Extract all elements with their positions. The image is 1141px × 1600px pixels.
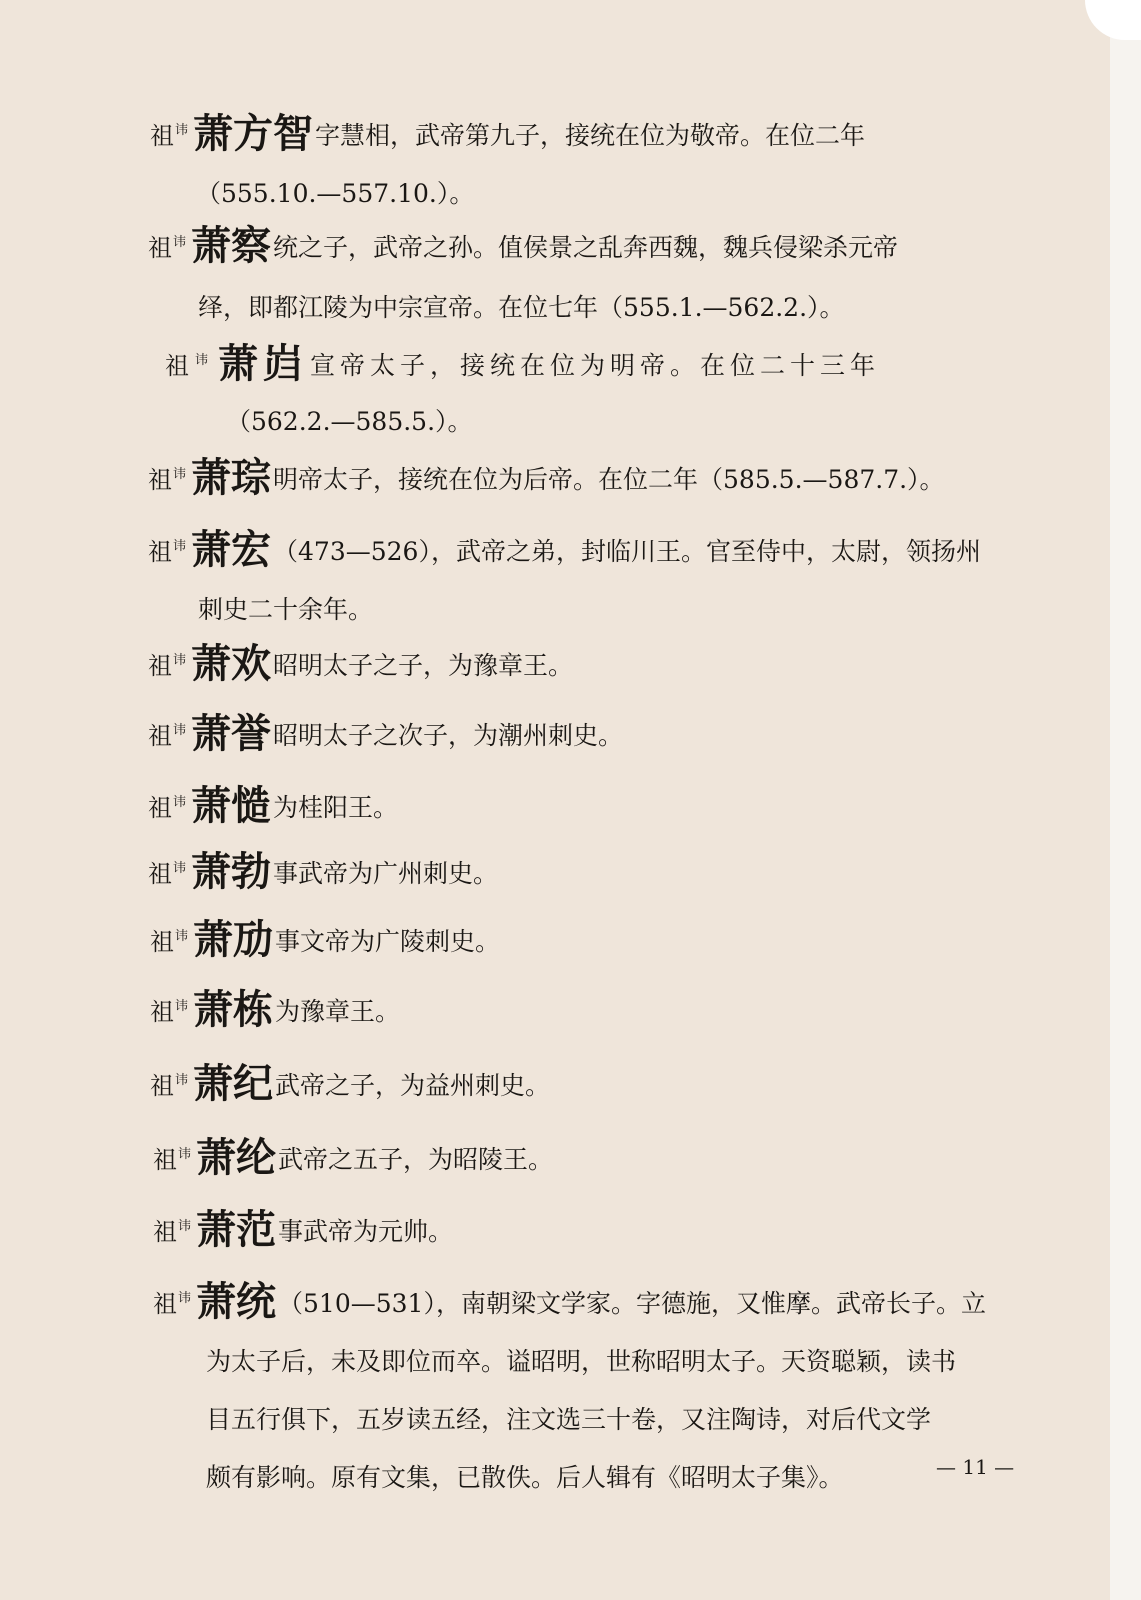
page-edge	[1110, 0, 1141, 1600]
taboo-mark: 讳	[175, 1073, 189, 1088]
person-name: 萧誉	[191, 710, 272, 757]
person-name: 萧察	[191, 222, 272, 269]
entry-line: 目五行俱下，五岁读五经，注文选三十卷，又注陶诗，对后代文学	[206, 1405, 932, 1434]
taboo-mark: 讳	[173, 653, 187, 668]
taboo-mark: 讳	[178, 1147, 192, 1162]
taboo-mark: 讳	[173, 467, 187, 482]
entry-line	[148, 526, 981, 577]
entry-text: 字慧相，武帝第九子，接统在位为敬帝。在位二年	[315, 121, 866, 150]
entry-text: 武帝之子，为益州刺史。	[275, 1071, 551, 1100]
entry-line	[148, 710, 624, 761]
page-number: — 11 —	[936, 1455, 1015, 1479]
entry-text: 明帝太子，接统在位为后帝。在位二年（585.5.—587.7.）。	[273, 465, 945, 494]
taboo-mark: 讳	[175, 929, 189, 944]
taboo-mark: 讳	[178, 1219, 192, 1234]
entry-text: 事文帝为广陵刺史。	[275, 927, 501, 956]
entry-line	[153, 1134, 554, 1185]
person-name: 萧纶	[196, 1134, 277, 1181]
person-name: 萧慥	[191, 782, 272, 829]
person-name: 萧宏	[191, 526, 272, 573]
taboo-mark: 讳	[173, 723, 187, 738]
entry-line	[150, 986, 401, 1037]
person-name: 萧统	[196, 1278, 277, 1325]
entry-text: 事武帝为元帅。	[278, 1217, 454, 1246]
page-corner	[1085, 0, 1141, 40]
person-name: 萧勃	[191, 848, 272, 895]
person-name: 萧劢	[193, 916, 274, 963]
entry-text: 为桂阳王。	[273, 793, 399, 822]
ancestor-prefix: 祖	[148, 466, 172, 494]
entry-line	[148, 454, 945, 505]
entry-text: （473—526），武帝之弟，封临川王。官至侍中，太尉，领扬州	[273, 537, 981, 566]
taboo-mark: 讳	[173, 795, 187, 810]
entry-line	[148, 782, 399, 833]
person-name: 萧方智	[193, 110, 314, 157]
ancestor-prefix: 祖	[153, 1146, 177, 1174]
entry-line	[153, 1206, 454, 1257]
taboo-mark: 讳	[175, 999, 189, 1014]
entry-line	[150, 110, 866, 161]
entry-line	[148, 222, 899, 273]
person-name: 萧欢	[191, 640, 272, 687]
person-name: 萧范	[196, 1206, 277, 1253]
ancestor-prefix: 祖	[148, 234, 172, 262]
entry-line: 刺史二十余年。	[198, 595, 374, 624]
entry-text: 宣帝太子，接统在位为明帝。在位二十三年	[310, 351, 881, 380]
taboo-mark: 讳	[173, 539, 187, 554]
entry-line	[148, 640, 574, 691]
ancestor-prefix: 祖	[148, 722, 172, 750]
entry-text: 统之子，武帝之孙。值侯景之乱奔西魏，魏兵侵梁杀元帝	[273, 233, 899, 262]
entry-text: 事武帝为广州刺史。	[273, 859, 499, 888]
entry-line	[165, 340, 881, 391]
entry-text: 昭明太子之次子，为潮州刺史。	[273, 721, 624, 750]
ancestor-prefix: 祖	[148, 538, 172, 566]
ancestor-prefix: 祖	[148, 652, 172, 680]
entry-text: 武帝之五子，为昭陵王。	[278, 1145, 554, 1174]
entry-line: （555.10.—557.10.）。	[196, 179, 475, 208]
ancestor-prefix: 祖	[153, 1218, 177, 1246]
ancestor-prefix: 祖	[150, 1072, 174, 1100]
entry-line	[153, 1278, 986, 1329]
person-name: 萧岿	[218, 340, 309, 387]
entry-line	[148, 848, 499, 899]
entry-line: （562.2.—585.5.）。	[226, 407, 473, 436]
entry-line: 颇有影响。原有文集，已散佚。后人辑有《昭明太子集》。	[206, 1463, 844, 1492]
person-name: 萧纪	[193, 1060, 274, 1107]
taboo-mark: 讳	[195, 353, 214, 368]
ancestor-prefix: 祖	[150, 122, 174, 150]
ancestor-prefix: 祖	[148, 794, 172, 822]
entry-line	[150, 1060, 551, 1111]
ancestor-prefix: 祖	[165, 352, 194, 380]
entry-line: 为太子后，未及即位而卒。谥昭明，世称昭明太子。天资聪颖，读书	[206, 1347, 957, 1376]
taboo-mark: 讳	[173, 235, 187, 250]
ancestor-prefix: 祖	[150, 928, 174, 956]
entry-text: 昭明太子之子，为豫章王。	[273, 651, 574, 680]
entry-text: 为豫章王。	[275, 997, 401, 1026]
entry-text: （510—531），南朝梁文学家。字德施，又惟摩。武帝长子。立	[278, 1289, 986, 1318]
ancestor-prefix: 祖	[153, 1290, 177, 1318]
entry-line	[150, 916, 501, 967]
ancestor-prefix: 祖	[150, 998, 174, 1026]
taboo-mark: 讳	[173, 861, 187, 876]
person-name: 萧栋	[193, 986, 274, 1033]
entry-line: 绎，即都江陵为中宗宣帝。在位七年（555.1.—562.2.）。	[198, 293, 845, 322]
taboo-mark: 讳	[178, 1291, 192, 1306]
taboo-mark: 讳	[175, 123, 189, 138]
person-name: 萧琮	[191, 454, 272, 501]
ancestor-prefix: 祖	[148, 860, 172, 888]
